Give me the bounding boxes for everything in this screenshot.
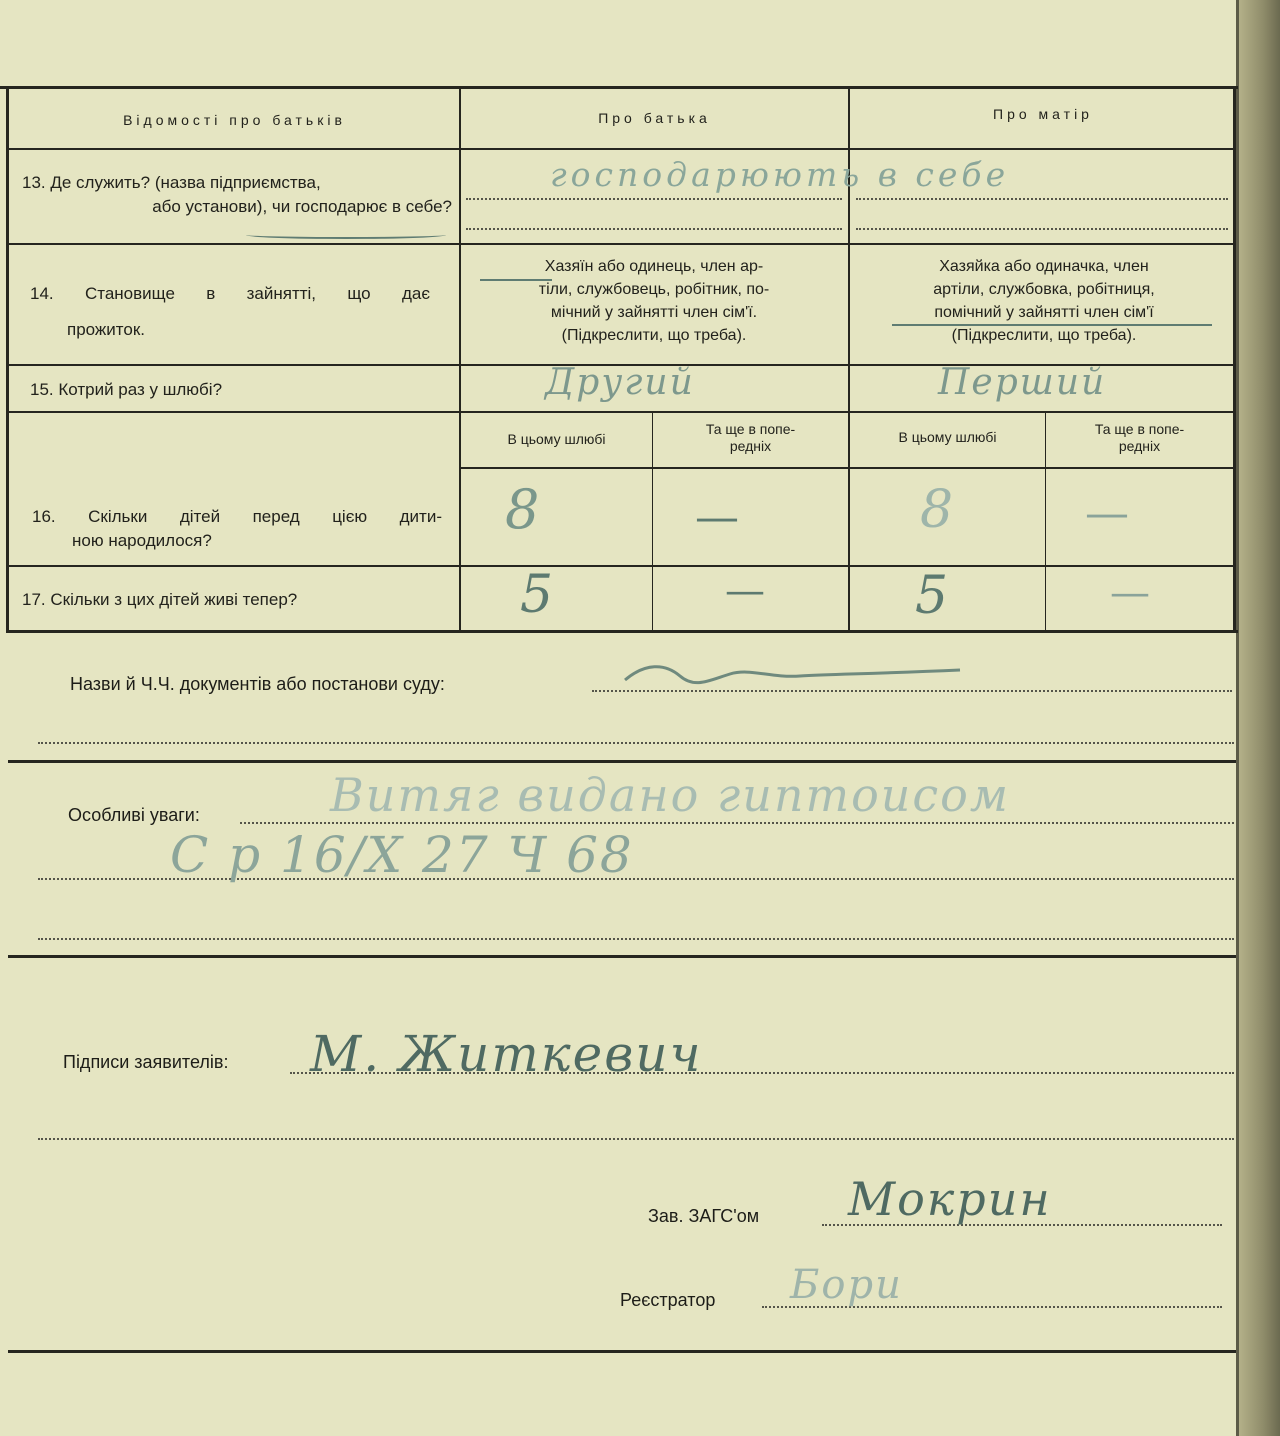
row16-father-prev-marriages-header: Та ще в попе- редніх [705, 421, 796, 454]
row13-dotline-2 [856, 198, 1228, 200]
registrar-signature: Бори [790, 1262, 903, 1308]
row14-father-options: Хазяїн або одинець, член ар- тіли, службовець, робітник, по- мічний у зайнятті член сім'ї. (Підкреслити, що треба). [538, 258, 770, 344]
row16-father-prev-value: — [695, 492, 741, 543]
row16-father-this-value: 8 [505, 478, 542, 541]
row13-dotline-4 [856, 228, 1228, 230]
header-about-mother: Про матір [993, 106, 1093, 122]
row17-father-this-value: 5 [520, 565, 556, 625]
table-border-top [0, 86, 1238, 89]
row13-question: 13. Де служить? (назва підприємства, або установи), чи господарює в себе? [22, 173, 452, 216]
row13-dotline-3 [466, 228, 842, 230]
row14-mother-options: Хазяйка або одиначка, член артіли, службовка, робітниця, помічний у зайнятті член сім'ї (Підкреслити, що треба). [933, 258, 1155, 344]
head-signature: Мокрин [848, 1172, 1052, 1226]
row16-mother-this-value: 8 [920, 480, 956, 540]
row-divider-13 [6, 243, 1236, 245]
row17-mother-prev-value: — [1110, 570, 1152, 616]
row16-mother-this-marriage-header: В цьому шлюбі [898, 429, 997, 445]
row-divider-16 [6, 565, 1236, 567]
row16-mother-prev-marriages-header: Та ще в попе- редніх [1094, 421, 1185, 454]
documents-label: Назви й Ч.Ч. документів або постанови суду: [70, 674, 445, 694]
row13-underline [246, 231, 446, 239]
row16-father-this-marriage-header: В цьому шлюбі [507, 431, 606, 447]
col-divider-1 [459, 89, 461, 630]
applicants-label: Підписи заявителів: [63, 1052, 229, 1072]
page-binding-line [1236, 0, 1239, 1436]
notes-label: Особливі уваги: [68, 805, 200, 825]
documents-dash-handwritten [620, 658, 970, 693]
notes-value-line2-handwritten: С р 16/X 27 Ч 68 [170, 826, 634, 884]
row16-mother-prev-value: — [1085, 488, 1131, 539]
bottom-rule [8, 1350, 1236, 1353]
row14-question: 14. Становище в зайнятті, що дає прожиток. [30, 284, 430, 339]
row15-father-answer-handwritten: Другий [545, 362, 695, 403]
row13-answer-handwritten: господарюють в себе [550, 155, 1010, 194]
row17-question: 17. Скільки з цих дітей живі тепер? [22, 590, 298, 609]
row14-father-underline [480, 275, 552, 281]
row17-mother-this-value: 5 [915, 566, 951, 626]
notes-value-line1-handwritten: Витяг видано гиптоисом [330, 768, 1011, 822]
applicants-dotline-2 [38, 1138, 1234, 1140]
row-divider-subheader [459, 467, 1236, 469]
table-border-left [6, 86, 9, 633]
row15-mother-answer-handwritten: Перший [938, 362, 1107, 403]
page-right-edge-shadow [1238, 0, 1280, 1436]
row15-question: 15. Котрий раз у шлюбі? [30, 380, 223, 399]
notes-section-rule [8, 955, 1236, 958]
row16-question: 16. Скільки дітей перед цією дити- ною народилося? [32, 507, 442, 550]
row-divider-header [6, 148, 1236, 150]
row13-dotline-1 [466, 198, 842, 200]
notes-dotline-3 [38, 938, 1234, 940]
row-divider-15 [6, 411, 1236, 413]
notes-dotline-1 [240, 822, 1234, 824]
header-about-father: Про батька [598, 110, 711, 126]
table-border-bottom [6, 630, 1238, 633]
table-border-right [1233, 86, 1236, 633]
head-label: Зав. ЗАГС'ом [648, 1206, 760, 1226]
registrar-label: Реєстратор [620, 1290, 716, 1310]
applicants-signature: М. Житкевич [310, 1025, 703, 1083]
documents-dash-stroke [620, 658, 970, 688]
documents-dotline-2 [38, 742, 1234, 744]
row14-mother-underline [892, 320, 1212, 326]
documents-section-rule [8, 760, 1236, 763]
header-parents-info: Відомості про батьків [123, 112, 346, 128]
row17-father-prev-value: — [725, 568, 767, 614]
